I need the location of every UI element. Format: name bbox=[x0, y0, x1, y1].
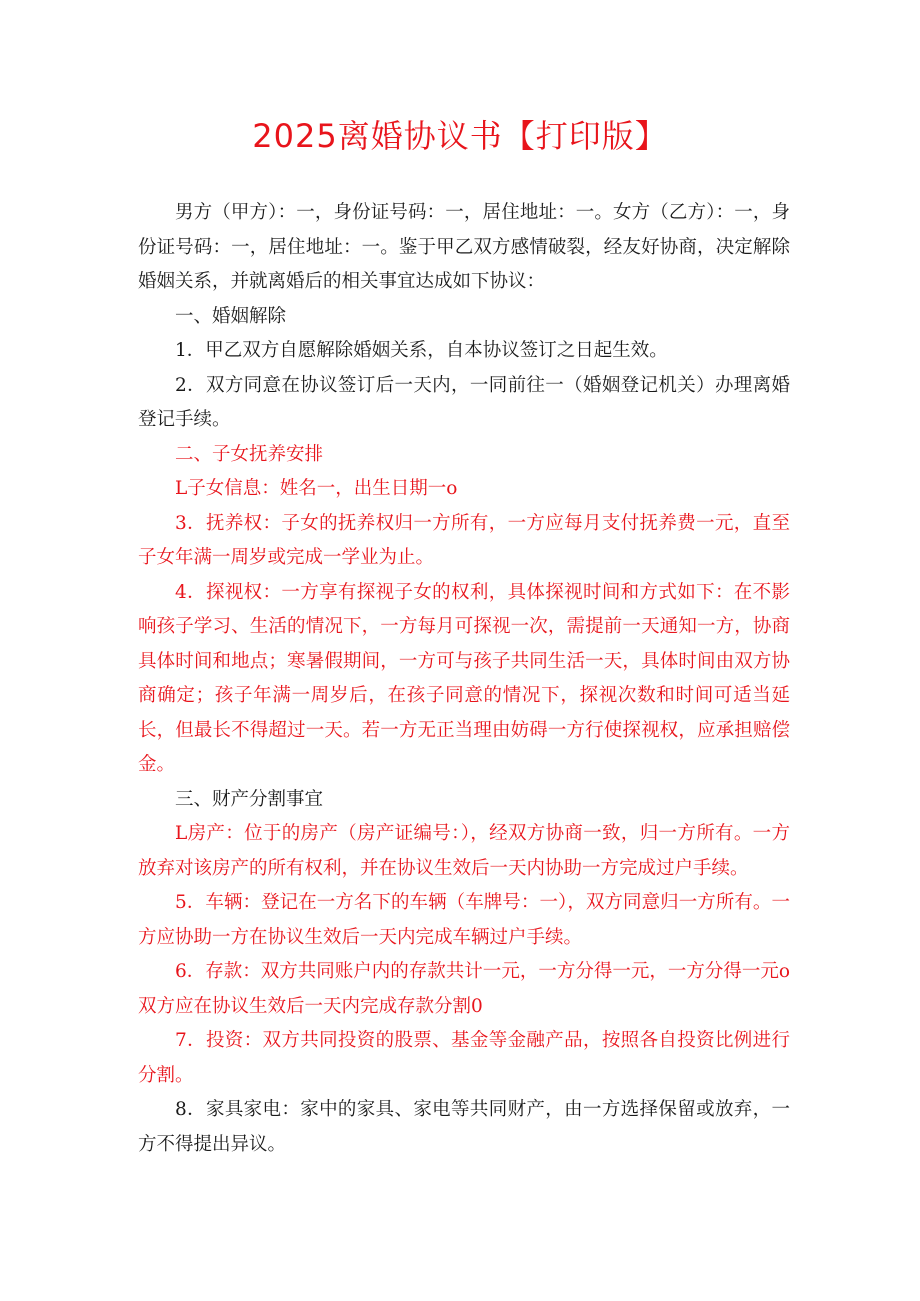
clause-8-furniture: 8．家具家电：家中的家具、家电等共同财产，由一方选择保留或放弃，一方不得提出异议。 bbox=[138, 1099, 790, 1155]
document-body bbox=[138, 196, 790, 1162]
section-heading-property-division: 三、财产分割事宜 bbox=[175, 788, 324, 810]
clause-6-savings: 6．存款：双方共同账户内的存款共计一元，一方分得一元，一方分得一元o双方应在协议生效后一天内完成存款分割0 bbox=[138, 961, 790, 1017]
clause-1: 1．甲乙双方自愿解除婚姻关系，自本协议签订之日起生效。 bbox=[175, 340, 668, 361]
clause-child-info: L子女信息：姓名一，出生日期一o bbox=[175, 478, 458, 499]
clause-7-investments: 7．投资：双方共同投资的股票、基金等金融产品，按照各自投资比例进行分割。 bbox=[138, 1030, 790, 1086]
section-heading-child-custody: 二、子女抚养安排 bbox=[175, 443, 324, 465]
preamble-paragraph: 男方（甲方）：一，身份证号码：一，居住地址：一。女方（乙方）：一，身份证号码：一，居住地址：一。鉴于甲乙双方感情破裂，经友好协商，决定解除婚姻关系，并就离婚后的相关事宜达成如下协议： bbox=[138, 202, 790, 292]
document-title: 2025离婚协议书【打印版】 bbox=[252, 117, 668, 155]
clause-4-visitation: 4．探视权：一方享有探视子女的权利，具体探视时间和方式如下：在不影响孩子学习、生活的情况下，一方每月可探视一次，需提前一天通知一方，协商具体时间和地点；寒暑假期间，一方可与孩子共同生活一天，具体时间由双方协商确定；孩子年满一周岁后，在孩子同意的情况下，探视次数和时间可适当延长，但最长不得超过一天。若一方无正当理由妨碍一方行使探视权，应承担赔偿金。 bbox=[138, 581, 790, 775]
clause-2: 2．双方同意在协议签订后一天内，一同前往一（婚姻登记机关）办理离婚登记手续。 bbox=[138, 374, 790, 430]
clause-house: L房产：位于的房产（房产证编号：），经双方协商一致，归一方所有。一方放弃对该房产的所有权利，并在协议生效后一天内协助一方完成过户手续。 bbox=[138, 823, 790, 879]
clause-3-custody: 3．抚养权：子女的抚养权归一方所有，一方应每月支付抚养费一元，直至子女年满一周岁或完成一学业为止。 bbox=[138, 512, 790, 568]
section-heading-marriage-dissolution: 一、婚姻解除 bbox=[175, 305, 287, 327]
clause-5-vehicle: 5．车辆：登记在一方名下的车辆（车牌号：一），双方同意归一方所有。一方应协助一方在协议生效后一天内完成车辆过户手续。 bbox=[138, 892, 790, 948]
